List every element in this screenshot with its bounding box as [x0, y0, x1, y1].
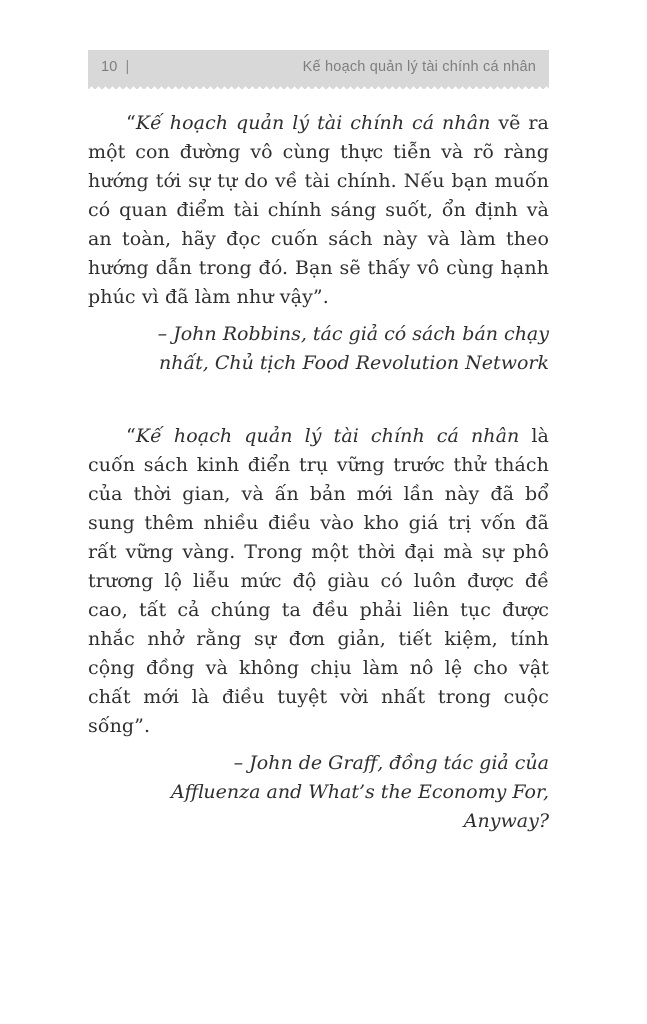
quote-paragraph-1 — [88, 109, 549, 312]
quote-text: là cuốn sách kinh điển trụ vững trước thử thách của thời gian, và ấn bản mới lần này đã bổ sung thêm nhiều điều vào kho giá trị vốn đã rất vững vàng. Trong một thời đại mà sự phô trương lộ liễu mức độ giàu có luôn được đề cao, tất cả chúng ta đều phải liên tục được nhắc nhở rằng sự đơn giản, tiết kiệm, tính cộng đồng và không chịu làm nô lệ cho vật chất mới là điều tuyệt vời nhất trong cuộc sống”. — [88, 425, 549, 737]
page-number: 10 — [101, 59, 118, 75]
quote-text: vẽ ra một con đường vô cùng thực tiễn và rõ ràng hướng tới sự tự do về tài chính. Nếu bạn muốn có quan điểm tài chính sáng suốt, ổn định và an toàn, hãy đọc cuốn sách này và làm theo hướng dẫn trong đó. Bạn sẽ thấy vô cùng hạnh phúc vì đã làm như vậy”. — [88, 112, 549, 308]
attribution-line: Affluenza and What’s the Economy For, Anyway? — [170, 781, 549, 832]
quote-text: “ — [126, 112, 136, 134]
quote-attribution-2 — [88, 749, 549, 836]
header-left — [101, 59, 130, 75]
attribution-line: – John de Graff, đồng tác giả của — [233, 752, 549, 774]
running-title: Kế hoạch quản lý tài chính cá nhân — [302, 59, 536, 75]
quote-block-2 — [88, 422, 549, 836]
attribution-line: nhất, Chủ tịch Food Revolution Network — [158, 352, 549, 374]
page-header-bar — [88, 50, 549, 84]
attribution-line: – John Robbins, tác giả có sách bán chạy — [157, 323, 549, 345]
quote-text: “ — [126, 425, 136, 447]
book-title-italic: Kế hoạch quản lý tài chính cá nhân — [135, 425, 520, 447]
book-title-italic: Kế hoạch quản lý tài chính cá nhân — [135, 112, 491, 134]
torn-edge-decoration — [88, 84, 549, 89]
quote-attribution-1 — [88, 320, 549, 378]
header-separator: | — [125, 59, 130, 75]
quote-block-1 — [88, 109, 549, 378]
quote-paragraph-2 — [88, 422, 549, 741]
page-body — [88, 109, 549, 836]
